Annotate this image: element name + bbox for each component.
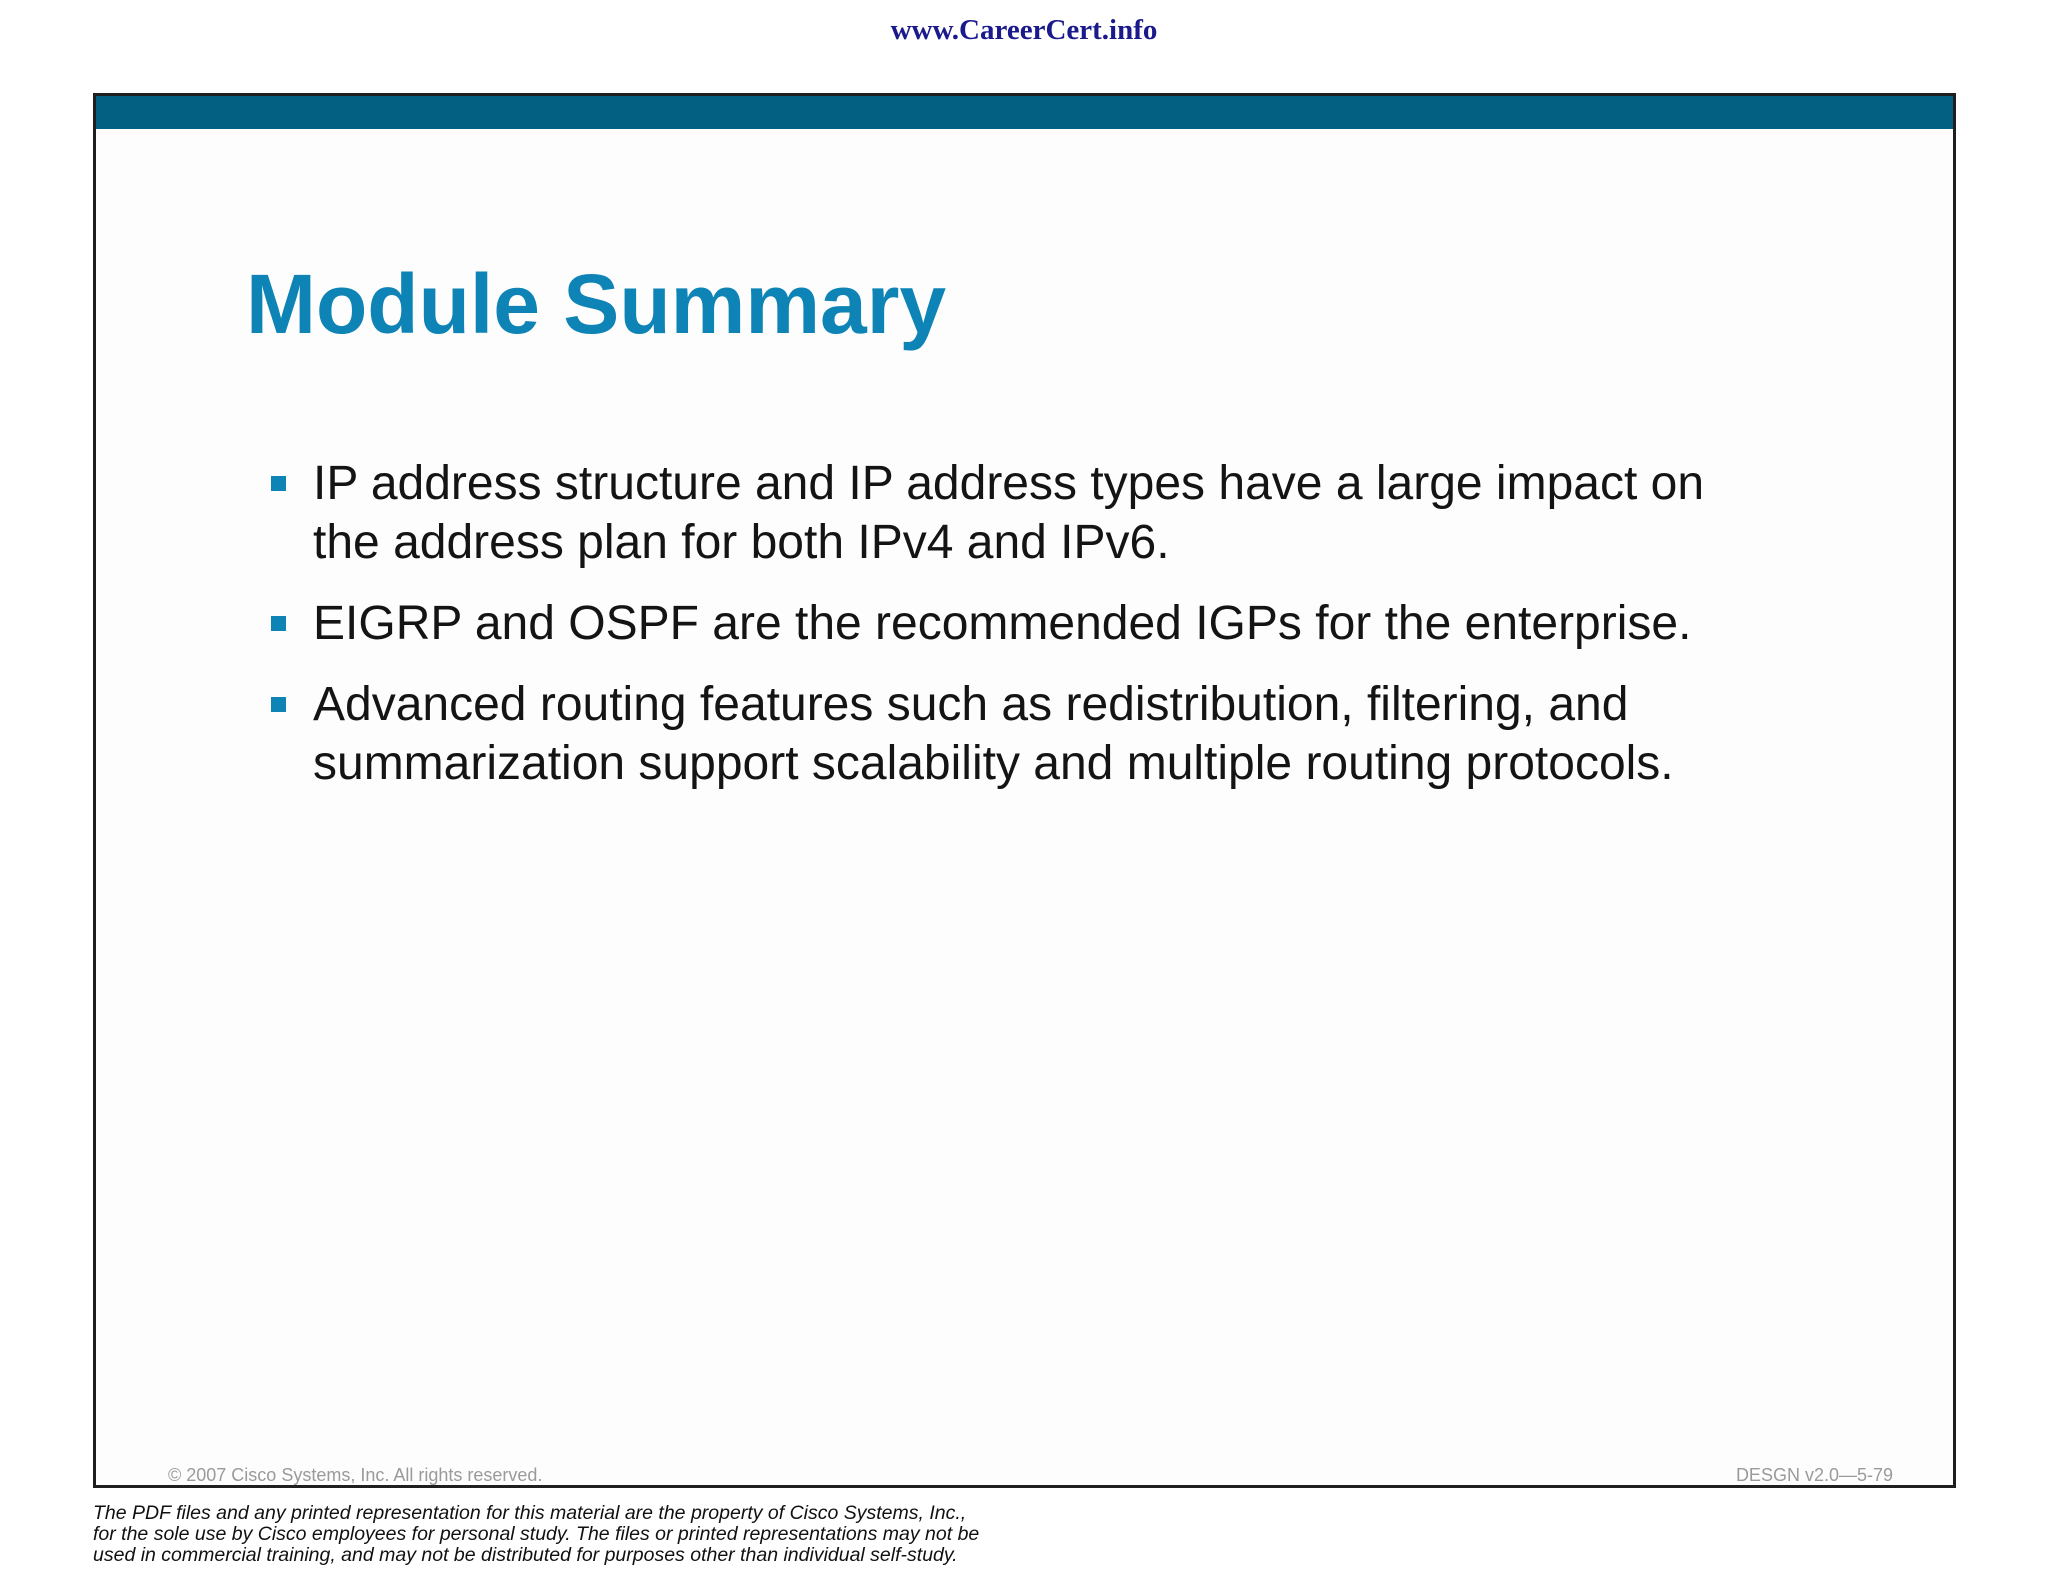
- disclaimer-line: for the sole use by Cisco employees for personal study. The files or printed representations may not be: [93, 1523, 980, 1545]
- slide-number: DESGN v2.0—5-79: [1735, 1465, 1893, 1485]
- bullet-item: [271, 675, 1931, 793]
- disclaimer-text: [93, 1503, 1193, 1566]
- disclaimer-line: The PDF files and any printed representation for this material are the property of Cisco Systems, Inc.,: [93, 1502, 967, 1524]
- bullet-text-line: the address plan for both IPv4 and IPv6.: [313, 516, 1170, 569]
- slide-title: Module Summary: [246, 257, 947, 351]
- bullet-text-line: IP address structure and IP address types have a large impact on: [313, 457, 1705, 510]
- bullet-text-line: EIGRP and OSPF are the recommended IGPs for the enterprise.: [313, 597, 1692, 650]
- slide-frame: [93, 93, 1956, 1488]
- square-bullet-icon: [271, 616, 286, 631]
- disclaimer-line: used in commercial training, and may not be distributed for purposes other than individual self-study.: [93, 1544, 958, 1566]
- slide-top-bar: [96, 96, 1953, 129]
- square-bullet-icon: [271, 476, 286, 491]
- square-bullet-icon: [271, 697, 286, 712]
- copyright-notice: © 2007 Cisco Systems, Inc. All rights reserved.: [168, 1465, 543, 1485]
- site-url-header: www.CareerCert.info: [890, 14, 1158, 46]
- bullet-text-line: Advanced routing features such as redistribution, filtering, and: [313, 678, 1629, 731]
- bullet-text-line: summarization support scalability and multiple routing protocols.: [313, 737, 1674, 790]
- bullet-list: [271, 454, 1931, 815]
- bullet-item: [271, 594, 1931, 653]
- bullet-item: [271, 454, 1931, 572]
